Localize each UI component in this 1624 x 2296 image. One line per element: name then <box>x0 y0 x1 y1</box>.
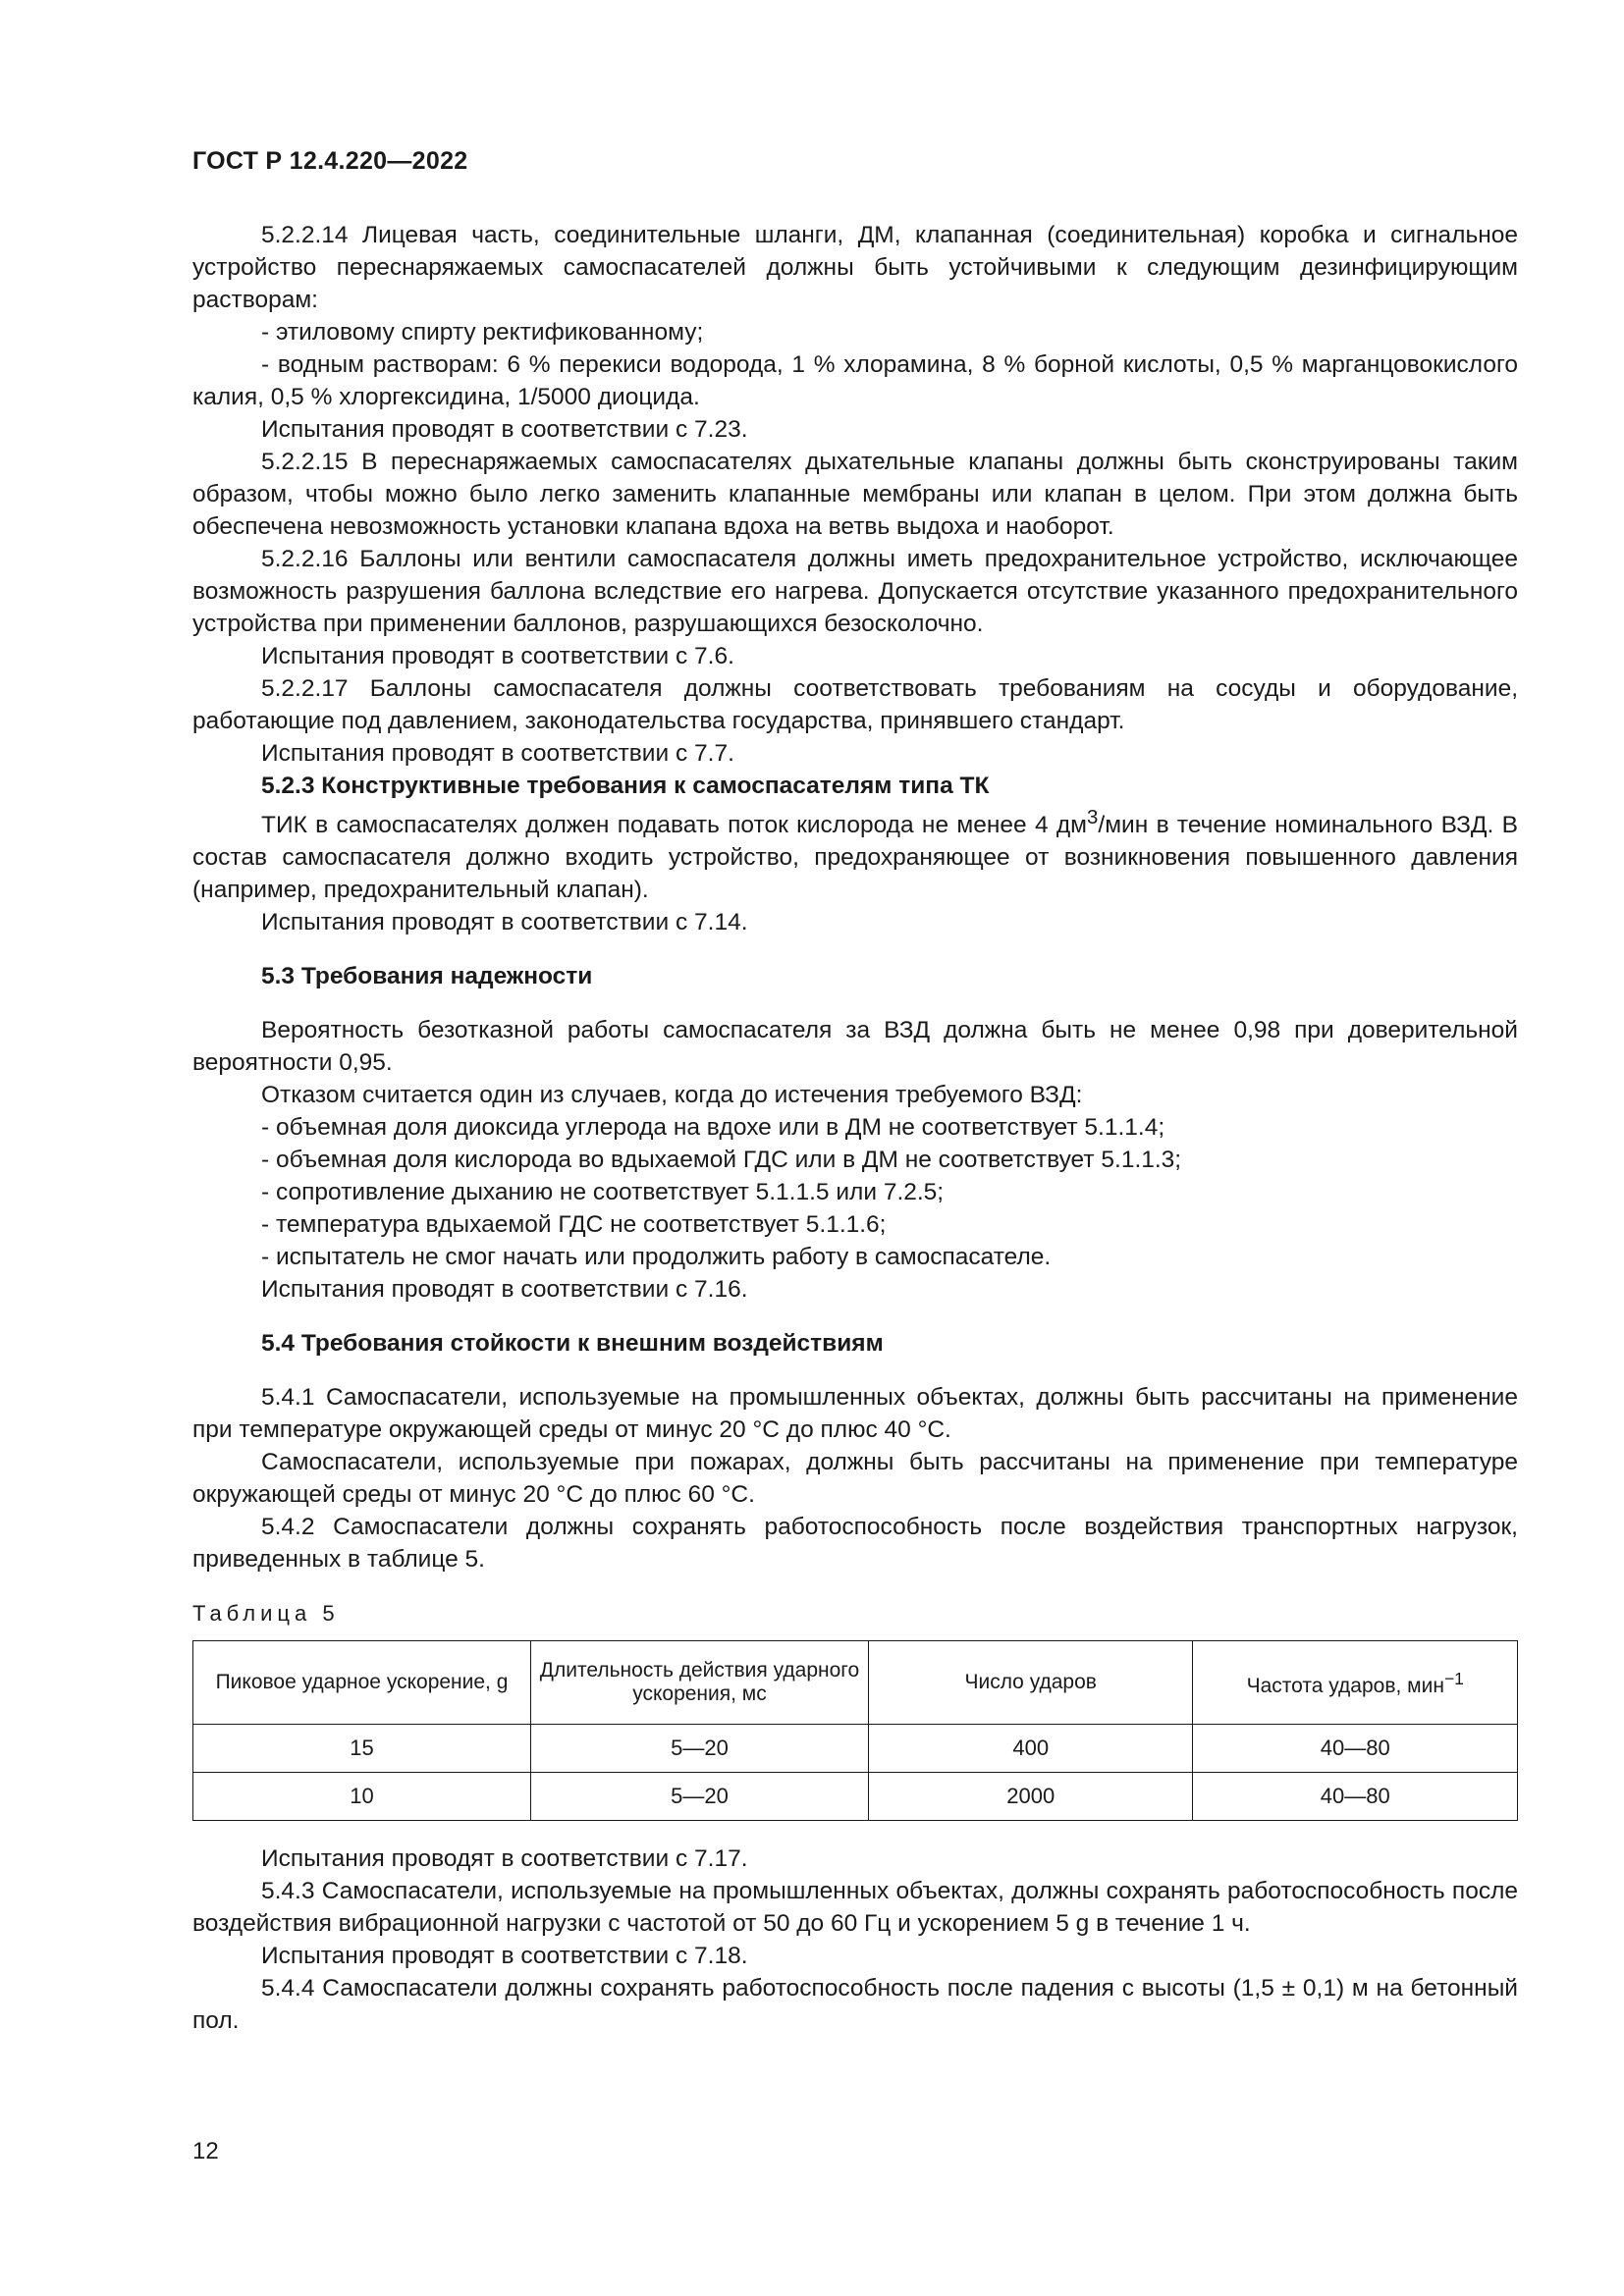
column-header <box>1193 1641 1518 1725</box>
table-row <box>193 1773 1518 1821</box>
list-item: - испытатель не смог начать или продолжить работу в самоспасателе. <box>261 1244 1052 1271</box>
text-run: ТИК в самоспасателях должен подавать поток кислорода не менее 4 дм <box>261 812 1088 839</box>
superscript: −1 <box>1443 1669 1464 1689</box>
section-heading-5-4: 5.4 Требования стойкости к внешним воздействиям <box>261 1330 884 1358</box>
document-header: ГОСТ Р 12.4.220—2022 <box>192 147 468 175</box>
document-page <box>192 147 1518 2037</box>
table-cell: 2000 <box>868 1773 1193 1821</box>
paragraph-5-4-1: 5.4.1 Самоспасатели, используемые на промышленных объектах, должны быть рассчитаны на применение при температуре окружающей среды от минус 20 °С до плюс 40 °С. <box>192 1384 1518 1444</box>
superscript: 3 <box>1087 807 1099 828</box>
header-text: Частота ударов, мин <box>1246 1675 1444 1698</box>
test-reference: Испытания проводят в соответствии с 7.18. <box>261 1943 748 1970</box>
test-reference: Испытания проводят в соответствии с 7.23. <box>261 416 748 443</box>
paragraph-5-2-2-17: 5.2.2.17 Баллоны самоспасателя должны соответствовать требованиям на сосуды и оборудование, работающие под давлением, законодательства государства, принявшего стандарт. <box>192 675 1518 734</box>
shock-load-table <box>192 1640 1518 1821</box>
test-reference: Испытания проводят в соответствии с 7.14. <box>261 909 748 936</box>
test-reference: Испытания проводят в соответствии с 7.17. <box>261 1845 748 1873</box>
list-item: - сопротивление дыханию не соответствует 5.1.1.5 или 7.2.5; <box>261 1179 945 1206</box>
paragraph-failure: Отказом считается один из случаев, когда до истечения требуемого ВЗД: <box>261 1082 1083 1109</box>
test-reference: Испытания проводят в соответствии с 7.7. <box>261 740 734 767</box>
column-header: Число ударов <box>868 1641 1193 1725</box>
text-run: /мин в течение номинального ВЗД. В состав самоспасателя должно входить устройство, предохраняющее от возникновения повышенного давления (например, предохранительный клапан). <box>192 812 1518 904</box>
column-header: Пиковое ударное ускорение, g <box>193 1641 531 1725</box>
column-header: Длительность действия ударного ускорения, мс <box>530 1641 868 1725</box>
paragraph-reliability: Вероятность безотказной работы самоспасателя за ВЗД должна быть не менее 0,98 при доверительной вероятности 0,95. <box>192 1017 1518 1077</box>
list-item: - объемная доля кислорода во вдыхаемой ГДС или в ДМ не соответствует 5.1.1.3; <box>261 1147 1182 1174</box>
table-cell: 10 <box>193 1773 531 1821</box>
paragraph-5-4-4: 5.4.4 Самоспасатели должны сохранять работоспособность после падения с высоты (1,5 ± 0,1) м на бетонный пол. <box>192 1975 1518 2035</box>
page-number: 12 <box>192 2138 219 2164</box>
table-cell: 5—20 <box>530 1725 868 1773</box>
table-caption: Таблица 5 <box>192 1601 340 1627</box>
test-reference: Испытания проводят в соответствии с 7.16. <box>261 1276 748 1304</box>
table-cell: 400 <box>868 1725 1193 1773</box>
paragraph-5-2-2-16: 5.2.2.16 Баллоны или вентили самоспасателя должны иметь предохранительное устройство, исключающее возможность разрушения баллона вследствие его нагрева. Допускается отсутствие указанного предохранительного устройства при применении баллонов, разрушающихся безосколочно. <box>192 546 1518 637</box>
section-heading-5-3: 5.3 Требования надежности <box>261 963 593 990</box>
list-item: - температура вдыхаемой ГДС не соответствует 5.1.1.6; <box>261 1211 887 1239</box>
list-item: - этиловому спирту ректификованному; <box>261 319 704 346</box>
list-item: - водным растворам: 6 % перекиси водорода, 1 % хлорамина, 8 % борной кислоты, 0,5 % марганцовокислого калия, 0,5 % хлоргексидина, 1/5000 диоцида. <box>192 351 1518 410</box>
table-header-row <box>193 1641 1518 1725</box>
list-item: - объемная доля диоксида углерода на вдохе или в ДМ не соответствует 5.1.1.4; <box>261 1114 1165 1142</box>
paragraph-fire-use: Самоспасатели, используемые при пожарах, должны быть рассчитаны на применение при температуре окружающей среды от минус 20 °С до плюс 60 °С. <box>192 1449 1518 1509</box>
test-reference: Испытания проводят в соответствии с 7.6. <box>261 643 734 669</box>
table-row <box>193 1725 1518 1773</box>
table-cell: 40—80 <box>1193 1773 1518 1821</box>
paragraph-5-4-2: 5.4.2 Самоспасатели должны сохранять работоспособность после воздействия транспортных нагрузок, приведенных в таблице 5. <box>192 1514 1518 1574</box>
paragraph-5-2-2-14: 5.2.2.14 Лицевая часть, соединительные шланги, ДМ, клапанная (соединительная) коробка и сигнальное устройство переснаряжаемых самоспасателей должны быть устойчивыми к следующим дезинфицирующим растворам: <box>192 222 1518 313</box>
table-cell: 5—20 <box>530 1773 868 1821</box>
paragraph-5-4-3: 5.4.3 Самоспасатели, используемые на промышленных объектах, должны сохранять работоспособность после воздействия вибрационной нагрузки с частотой от 50 до 60 Гц и ускорением 5 g в течение 1 ч. <box>192 1878 1518 1938</box>
paragraph-5-2-2-15: 5.2.2.15 В переснаряжаемых самоспасателях дыхательные клапаны должны быть сконструированы таким образом, чтобы можно было легко заменить клапанные мембраны или клапан в целом. При этом должна быть обеспечена невозможность установки клапана вдоха на ветвь выдоха и наоборот. <box>192 449 1518 540</box>
paragraph-5-2-3 <box>192 802 1518 906</box>
table-cell: 40—80 <box>1193 1725 1518 1773</box>
subsection-heading-5-2-3: 5.2.3 Конструктивные требования к самоспасателям типа ТК <box>261 773 990 799</box>
table-cell: 15 <box>193 1725 531 1773</box>
